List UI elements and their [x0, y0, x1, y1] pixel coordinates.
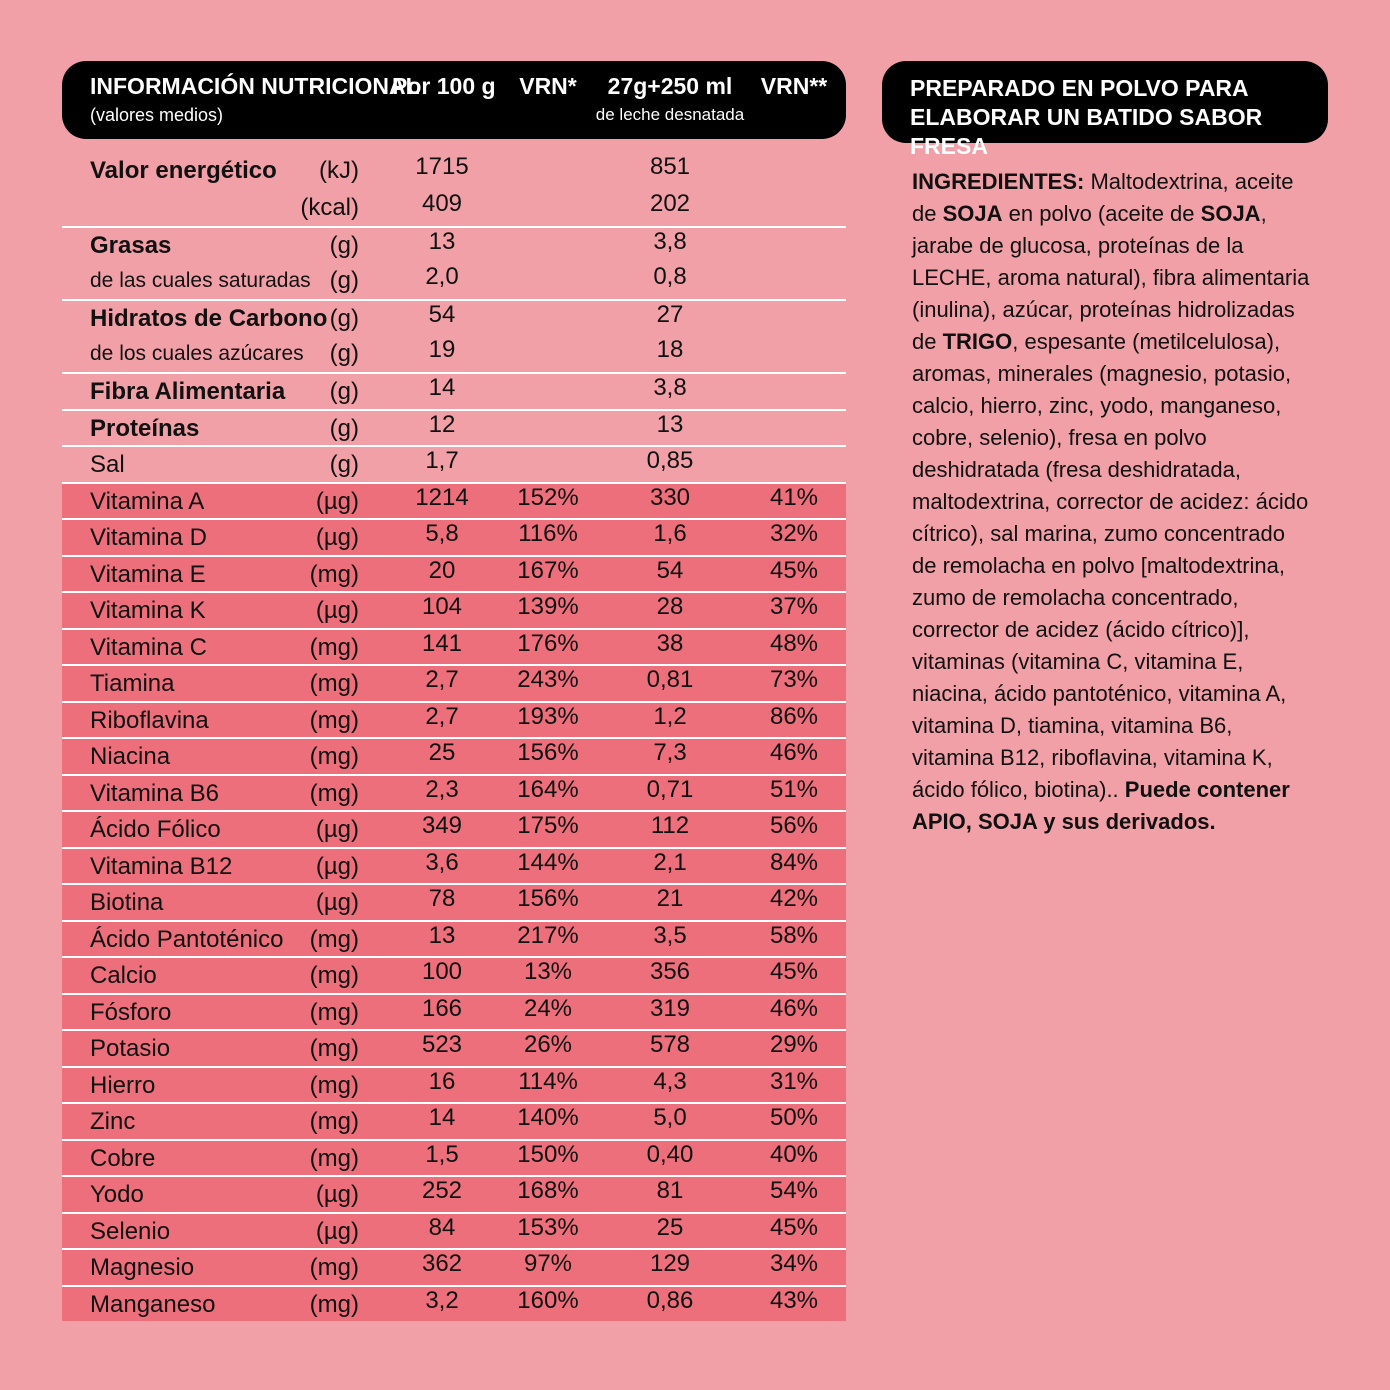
row-unit: (mg): [309, 1290, 359, 1318]
row-vrn2: 45%: [769, 1213, 819, 1241]
row-vrn1: 144%: [517, 848, 579, 876]
row-per100: 13: [428, 921, 456, 949]
table-row: [62, 591, 846, 628]
table-row: [62, 810, 846, 847]
row-unit: (µg): [315, 1217, 359, 1245]
row-serving: 1,6: [653, 520, 687, 547]
row-unit: (µg): [315, 1181, 359, 1208]
row-vrn2: 41%: [769, 483, 819, 511]
row-vrn1: 114%: [518, 1067, 578, 1095]
product-title: PREPARADO EN POLVO PARA ELABORAR UN BATIDO SABOR FRESA: [910, 75, 1263, 159]
row-unit: (g): [329, 266, 359, 294]
row-vrn1: 24%: [523, 994, 573, 1022]
row-serving: 112: [650, 812, 690, 839]
row-per100: 1715: [415, 153, 469, 180]
row-unit: (mg): [309, 1035, 359, 1062]
row-vrn2: 56%: [769, 812, 819, 839]
row-unit: (µg): [315, 852, 359, 880]
row-per100: 409: [421, 190, 463, 217]
table-row: [62, 701, 846, 738]
row-name: Zinc: [90, 1108, 136, 1135]
row-unit: (µg): [315, 524, 359, 551]
row-per100: 141: [421, 629, 463, 657]
row-unit: (g): [329, 232, 359, 259]
table-row: [62, 1248, 846, 1285]
row-vrn1: 139%: [517, 593, 579, 620]
row-vrn1: 116%: [518, 520, 578, 547]
row-vrn2: 42%: [769, 885, 819, 912]
column-header-vrn2: VRN**: [760, 73, 828, 99]
row-vrn2: 37%: [769, 593, 819, 620]
row-vrn2: 46%: [769, 994, 819, 1022]
row-vrn2: 40%: [769, 1140, 819, 1168]
row-per100: 12: [428, 410, 456, 438]
row-per100: 2,7: [425, 702, 459, 730]
row-vrn2: 84%: [769, 848, 819, 876]
row-name: Calcio: [90, 962, 157, 989]
row-serving: 28: [656, 593, 684, 620]
row-per100: 100: [421, 958, 463, 985]
row-vrn2: 34%: [769, 1250, 819, 1277]
table-row: [62, 336, 846, 373]
row-unit: (µg): [315, 889, 359, 916]
row-vrn2: 32%: [769, 520, 819, 547]
row-name: Niacina: [90, 743, 171, 770]
row-vrn1: 156%: [517, 885, 579, 912]
row-serving: 25: [656, 1213, 684, 1241]
column-header-per100: Por 100 g: [392, 73, 496, 99]
row-serving: 38: [656, 629, 684, 657]
table-row: [62, 445, 846, 482]
row-name: Cobre: [90, 1144, 156, 1172]
row-name: Vitamina K: [90, 597, 206, 624]
table-row: [62, 993, 846, 1030]
row-per100: 19: [428, 335, 456, 363]
row-per100: 1,7: [425, 447, 459, 474]
row-serving: 356: [649, 958, 691, 985]
nutrition-title: INFORMACIÓN NUTRICIONAL: [90, 73, 420, 99]
row-unit: (mg): [309, 743, 359, 770]
row-unit: (mg): [309, 1144, 359, 1172]
row-unit: (mg): [309, 560, 359, 588]
table-row: [62, 482, 846, 519]
row-unit: (g): [329, 378, 359, 405]
row-vrn1: 217%: [517, 921, 579, 949]
row-name: Riboflavina: [90, 706, 209, 734]
allergen-soja: SOJA: [942, 201, 1003, 226]
table-row: [62, 920, 846, 957]
row-vrn1: 175%: [517, 812, 579, 839]
row-unit: (mg): [309, 962, 359, 989]
row-unit: (g): [329, 414, 359, 442]
row-vrn1: 140%: [517, 1104, 579, 1131]
row-unit: (mg): [309, 670, 359, 697]
row-name: Vitamina B6: [90, 779, 219, 807]
row-vrn2: 86%: [769, 702, 819, 730]
row-name: de las cuales saturadas: [90, 268, 311, 292]
allergen-trigo: TRIGO: [942, 329, 1013, 354]
row-per100: 14: [428, 374, 456, 401]
row-name: Selenio: [90, 1217, 171, 1245]
row-serving: 7,3: [653, 739, 687, 766]
row-per100: 349: [421, 812, 463, 839]
row-name: Vitamina C: [90, 633, 207, 661]
row-vrn1: 243%: [517, 666, 579, 693]
row-vrn1: 156%: [517, 739, 579, 766]
row-name: Ácido Fólico: [90, 816, 221, 843]
row-name: Manganeso: [90, 1290, 216, 1318]
row-name: Vitamina D: [90, 524, 207, 551]
row-vrn1: 13%: [523, 958, 573, 985]
row-serving: 21: [656, 885, 684, 912]
row-serving: 319: [649, 994, 691, 1022]
row-unit: (mg): [309, 925, 359, 953]
row-name: Hidratos de Carbono: [90, 305, 328, 332]
row-per100: 252: [421, 1177, 463, 1204]
row-name: Biotina: [90, 889, 164, 916]
row-name: Sal: [90, 451, 125, 478]
table-row: [62, 299, 846, 336]
row-name: Potasio: [90, 1035, 171, 1062]
row-name: Fibra Alimentaria: [90, 378, 286, 405]
row-vrn2: 51%: [769, 775, 819, 803]
row-unit: (g): [329, 305, 359, 332]
row-vrn1: 150%: [517, 1140, 579, 1168]
row-vrn2: 45%: [769, 556, 819, 584]
nutrition-table-header: [62, 61, 846, 139]
row-per100: 5,8: [425, 520, 459, 547]
table-row: [62, 1029, 846, 1066]
row-serving: 0,8: [653, 262, 687, 290]
row-unit: (kJ): [319, 157, 359, 184]
row-serving: 0,85: [646, 447, 694, 474]
nutrition-table: [62, 153, 846, 1321]
ingredients-segment: , espesante (metilcelulosa), aromas, minerales (magnesio, potasio, calcio, hierro, zinc, yodo, manganeso, cobre, selenio), fresa en polvo deshidratada (fresa deshidratada, maltodextrina, corrector de acidez: ácido cítrico), sal marina, zumo concentrado de remolacha en polvo [maltodextrina, zumo de remolacha concentrado, corrector de acidez (ácido cítrico)], vitaminas (vitamina C, vitamina E, niacina, ácido pantoténico, vitamina A, vitamina D, tiamina, vitamina B6, vitamina B12, riboflavina, vitamina K, ácido fólico, biotina)..: [912, 329, 1309, 802]
row-unit: (kcal): [300, 194, 359, 221]
row-serving: 851: [649, 153, 691, 180]
row-unit: (mg): [309, 706, 359, 734]
column-header-serving-sub: de leche desnatada: [595, 105, 745, 124]
table-row: [62, 956, 846, 993]
row-serving: 5,0: [653, 1104, 687, 1131]
row-vrn2: 48%: [769, 629, 819, 657]
row-name: Fósforo: [90, 998, 172, 1026]
ingredients-text: [912, 166, 1312, 838]
row-per100: 54: [428, 301, 456, 328]
row-unit: (g): [329, 451, 359, 478]
ingredients-segment: en polvo (aceite de: [1002, 201, 1201, 226]
row-unit: (µg): [315, 816, 359, 843]
row-per100: 13: [428, 228, 456, 255]
row-serving: 27: [656, 301, 684, 328]
row-vrn2: 45%: [769, 958, 819, 985]
row-vrn2: 54%: [769, 1177, 819, 1204]
row-unit: (µg): [315, 597, 359, 624]
row-serving: 81: [656, 1177, 684, 1204]
table-row: [62, 372, 846, 409]
row-per100: 20: [428, 556, 456, 584]
row-unit: (mg): [309, 1071, 359, 1099]
table-row: [62, 883, 846, 920]
row-per100: 2,0: [425, 262, 459, 290]
row-serving: 0,86: [646, 1286, 694, 1314]
row-vrn2: 73%: [769, 666, 819, 693]
table-row: [62, 1139, 846, 1176]
ingredients-segment: , jarabe de glucosa, proteínas de la LECHE, aroma natural), fibra alimentaria (inulina), azúcar, proteínas hidrolizadas de: [912, 201, 1310, 354]
row-per100: 25: [428, 739, 456, 766]
row-vrn2: 31%: [769, 1067, 819, 1095]
table-row: [62, 664, 846, 701]
row-serving: 578: [649, 1031, 691, 1058]
table-row: [62, 518, 846, 555]
row-vrn1: 160%: [517, 1286, 579, 1314]
table-row: [62, 737, 846, 774]
row-serving: 129: [649, 1250, 691, 1277]
row-per100: 3,6: [425, 848, 459, 876]
allergen-warning: Puede contener APIO, SOJA y sus derivados.: [912, 777, 1290, 834]
row-serving: 2,1: [653, 848, 687, 876]
table-row: [62, 628, 846, 665]
row-name: Vitamina B12: [90, 852, 233, 880]
row-vrn2: 29%: [769, 1031, 819, 1058]
table-row: [62, 1102, 846, 1139]
row-name: Valor energético: [90, 157, 277, 184]
row-vrn1: 97%: [523, 1250, 573, 1277]
row-name: Tiamina: [90, 670, 175, 697]
row-per100: 362: [421, 1250, 463, 1277]
row-unit: (g): [329, 339, 359, 367]
row-serving: 4,3: [653, 1067, 687, 1095]
row-serving: 0,81: [646, 666, 694, 693]
table-row-energy: [62, 153, 846, 226]
row-vrn1: 176%: [517, 629, 579, 657]
nutrition-subtitle: (valores medios): [90, 105, 224, 125]
row-name: Vitamina E: [90, 560, 206, 588]
table-row: [62, 555, 846, 592]
row-per100: 2,7: [425, 666, 459, 693]
row-per100: 1,5: [425, 1140, 459, 1168]
row-unit: (mg): [309, 633, 359, 661]
table-row: [62, 1285, 846, 1322]
table-row: [62, 226, 846, 263]
row-vrn1: 152%: [517, 483, 579, 511]
row-vrn2: 50%: [769, 1104, 819, 1131]
row-vrn1: 168%: [517, 1177, 579, 1204]
row-serving: 0,71: [646, 775, 694, 803]
row-name: Grasas: [90, 232, 172, 259]
allergen-soja: SOJA: [1200, 201, 1261, 226]
table-row: [62, 1066, 846, 1103]
row-name: Yodo: [90, 1181, 144, 1208]
row-per100: 523: [421, 1031, 463, 1058]
row-vrn2: 46%: [769, 739, 819, 766]
row-per100: 78: [428, 885, 456, 912]
row-name: Ácido Pantoténico: [90, 925, 284, 953]
row-per100: 2,3: [425, 775, 459, 803]
row-unit: (mg): [309, 779, 359, 807]
row-vrn1: 193%: [517, 702, 579, 730]
column-header-vrn1: VRN*: [519, 73, 577, 99]
row-vrn1: 164%: [517, 775, 579, 803]
table-row: [62, 409, 846, 446]
row-unit: (mg): [309, 998, 359, 1026]
row-per100: 3,2: [425, 1286, 459, 1314]
row-per100: 16: [428, 1067, 456, 1095]
table-row: [62, 774, 846, 811]
row-per100: 14: [428, 1104, 456, 1131]
ingredients-segment: Maltodextrina, aceite de: [912, 169, 1294, 226]
row-vrn1: 26%: [523, 1031, 573, 1058]
table-row: [62, 1212, 846, 1249]
row-serving: 3,8: [653, 374, 687, 401]
row-per100: 166: [421, 994, 463, 1022]
row-per100: 84: [428, 1213, 456, 1241]
row-vrn1: 153%: [517, 1213, 579, 1241]
row-serving: 13: [656, 410, 684, 438]
row-vrn2: 58%: [769, 921, 819, 949]
row-vrn2: 43%: [769, 1286, 819, 1314]
row-vrn1: 167%: [517, 556, 579, 584]
column-header-serving: 27g+250 ml: [607, 73, 733, 99]
row-per100: 1214: [415, 483, 469, 511]
product-title-header: [882, 61, 1328, 159]
row-serving: 18: [656, 335, 684, 363]
ingredients-label: INGREDIENTES:: [912, 169, 1085, 194]
row-name: de los cuales azúcares: [90, 341, 304, 365]
row-unit: (mg): [309, 1108, 359, 1135]
table-row: [62, 847, 846, 884]
row-unit: (µg): [315, 487, 359, 515]
table-row: [62, 1175, 846, 1212]
row-serving: 1,2: [653, 702, 687, 730]
row-name: Proteínas: [90, 414, 200, 442]
row-name: Hierro: [90, 1071, 156, 1099]
row-serving: 3,8: [653, 228, 687, 255]
row-per100: 104: [421, 593, 463, 620]
row-serving: 202: [649, 190, 691, 217]
row-serving: 330: [649, 483, 691, 511]
row-name: Vitamina A: [90, 487, 205, 515]
row-serving: 0,40: [646, 1140, 694, 1168]
table-row: [62, 263, 846, 300]
row-serving: 54: [656, 556, 684, 584]
row-serving: 3,5: [653, 921, 687, 949]
row-name: Magnesio: [90, 1254, 195, 1281]
row-unit: (mg): [309, 1254, 359, 1281]
